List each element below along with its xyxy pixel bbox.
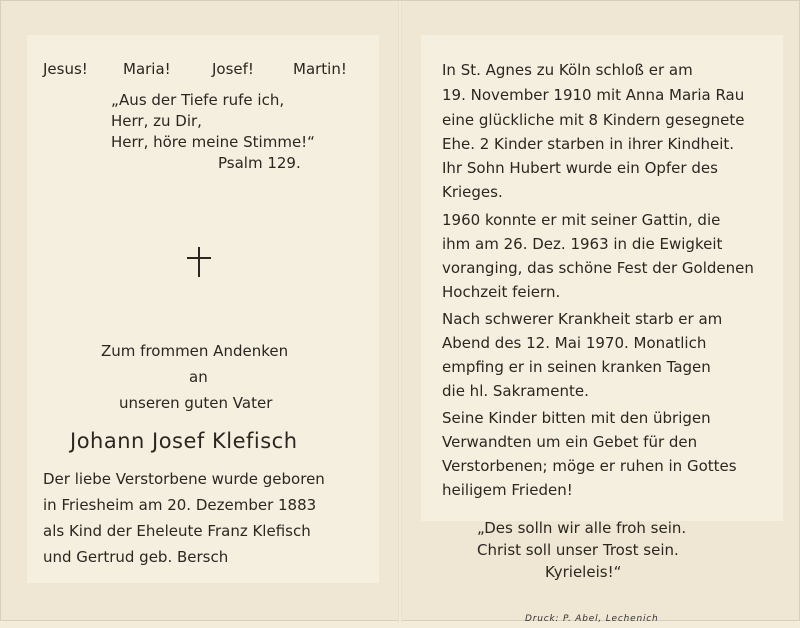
para3-line-1: Nach schwerer Krankheit starb er am <box>442 310 723 328</box>
dedication-line-1: Zum frommen Andenken <box>101 342 289 360</box>
bio-line-3: als Kind der Eheleute Franz Klefisch <box>43 522 311 540</box>
invocation-jesus: Jesus! <box>43 60 88 78</box>
invocation-maria: Maria! <box>123 60 171 78</box>
para1-line-1: In St. Agnes zu Köln schloß er am <box>442 61 693 79</box>
para3-line-3: empfing er in seinen kranken Tagen <box>442 358 711 376</box>
card-fold <box>398 1 402 622</box>
bio-line-1: Der liebe Verstorbene wurde geboren <box>43 470 325 488</box>
deceased-name: Johann Josef Klefisch <box>70 429 298 453</box>
para3-line-4: die hl. Sakramente. <box>442 382 589 400</box>
bio-line-2: in Friesheim am 20. Dezember 1883 <box>43 496 317 514</box>
para2-line-3: voranging, das schöne Fest der Goldenen <box>442 259 754 277</box>
invocation-martin: Martin! <box>293 60 347 78</box>
cross-icon <box>184 247 214 277</box>
para4-line-3: Verstorbenen; möge er ruhen in Gottes <box>442 457 737 475</box>
para1-line-2: 19. November 1910 mit Anna Maria Rau <box>442 86 745 104</box>
closing-line-2: Christ soll unser Trost sein. <box>477 541 679 559</box>
para4-line-2: Verwandten um ein Gebet für den <box>442 433 698 451</box>
invocation-josef: Josef! <box>212 60 254 78</box>
psalm-reference: Psalm 129. <box>218 154 301 172</box>
psalm-line-2: Herr, zu Dir, <box>111 112 202 130</box>
para4-line-4: heiligem Frieden! <box>442 481 573 499</box>
para1-line-6: Krieges. <box>442 183 503 201</box>
psalm-line-3: Herr, höre meine Stimme!“ <box>111 133 315 151</box>
para2-line-2: ihm am 26. Dez. 1963 in die Ewigkeit <box>442 235 723 253</box>
psalm-line-1: „Aus der Tiefe rufe ich, <box>111 91 285 109</box>
para4-line-1: Seine Kinder bitten mit den übrigen <box>442 409 711 427</box>
closing-line-3: Kyrieleis!“ <box>545 563 622 581</box>
para1-line-5: Ihr Sohn Hubert wurde ein Opfer des <box>442 159 718 177</box>
closing-line-1: „Des solln wir alle froh sein. <box>477 519 687 537</box>
para1-line-3: eine glückliche mit 8 Kindern gesegnete <box>442 111 745 129</box>
para3-line-2: Abend des 12. Mai 1970. Monatlich <box>442 334 707 352</box>
dedication-line-3: unseren guten Vater <box>119 394 273 412</box>
para2-line-4: Hochzeit feiern. <box>442 283 561 301</box>
para2-line-1: 1960 konnte er mit seiner Gattin, die <box>442 211 721 229</box>
bio-line-4: und Gertrud geb. Bersch <box>43 548 229 566</box>
para1-line-4: Ehe. 2 Kinder starben in ihrer Kindheit. <box>442 135 735 153</box>
dedication-line-2: an <box>189 368 208 386</box>
printer-credit: Druck: P. Abel, Lechenich <box>525 614 659 624</box>
